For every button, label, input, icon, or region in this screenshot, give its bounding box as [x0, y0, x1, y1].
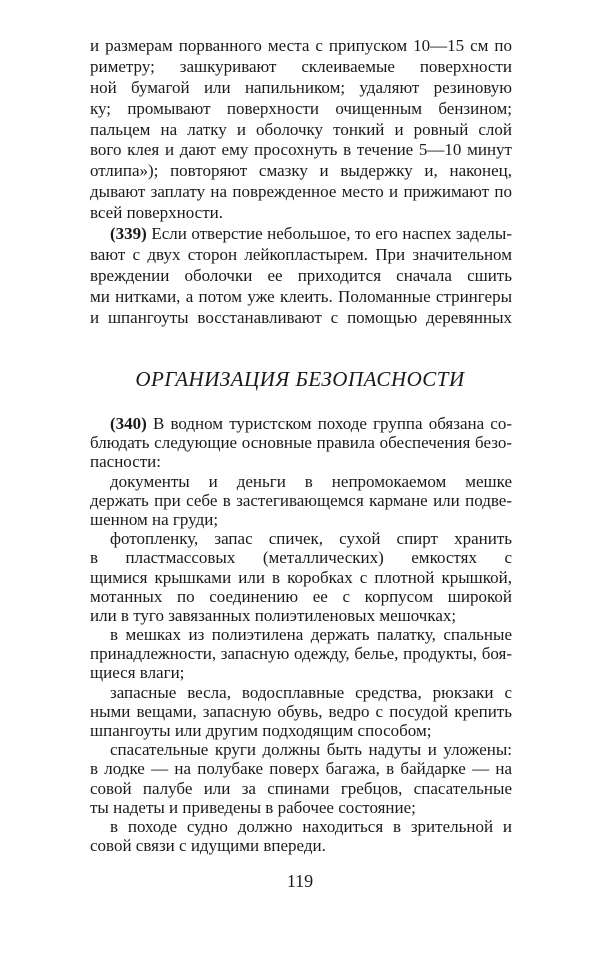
page-number: 119 [286, 871, 314, 891]
text-line [90, 548, 512, 567]
text-line [90, 203, 512, 224]
text-line [90, 836, 512, 855]
line-text: в лодке — на полубаке поверх багажа, в байдарке — на [90, 759, 512, 779]
line-text: вого клея и дают ему просохнуть в течение 5—10 минут [90, 140, 512, 160]
text-line [90, 452, 512, 471]
line-text: в мешках из полиэтилена держать палатку, спальные [110, 625, 512, 645]
text-line [90, 266, 512, 287]
text-line [90, 308, 512, 329]
line-text: шпангоуты или другим подходящим способом; [90, 721, 432, 740]
text-line [90, 625, 512, 644]
text-line [90, 36, 512, 57]
line-text: ты надеты и приведены в рабочее состояние; [90, 797, 416, 817]
line-text: или в туго завязанных полиэтиленовых мешочках; [90, 605, 457, 625]
line-text: совой связи с идущими впереди. [90, 836, 326, 856]
paragraph-number: (340) [110, 414, 147, 433]
line-text: держать при себе в застегивающемся кармане или подве- [90, 490, 512, 510]
text-line [90, 663, 512, 682]
text-line [90, 759, 512, 778]
line-text: принадлежности, запасную одежду, белье, продукты, боя- [90, 644, 512, 664]
text-line [90, 99, 512, 120]
text-line [90, 529, 512, 548]
paragraph-number: (339) [110, 224, 147, 244]
line-text: всей поверхности. [90, 203, 223, 223]
line-text: отлипа»); повторяют смазку и выдержку и, наконец, [90, 161, 512, 181]
text-line [90, 182, 512, 203]
line-text: вреждении оболочки ее приходится сначала сшить [90, 265, 512, 285]
line-text: в пластмассовых (металлических) емкостях с [90, 548, 512, 568]
line-text: ку; промывают поверхности очищенным бензином; [90, 98, 512, 118]
line-text: и шпангоуты восстанавливают с помощью деревянных [90, 307, 512, 327]
line-text: В водном туристском походе группа обязана со- [146, 414, 512, 433]
text-line [90, 57, 512, 78]
text-line [90, 414, 512, 433]
text-line [90, 702, 512, 721]
text-line [90, 78, 512, 99]
line-text: ными вещами, запасную обувь, ведро с посудой крепить [90, 701, 512, 721]
text-line [90, 606, 512, 625]
text-line [90, 817, 512, 836]
text-line [90, 644, 512, 663]
line-text: вают с двух сторон лейкопластырем. При значительном [90, 244, 512, 264]
line-text: документы и деньги в непромокаемом мешке [110, 471, 512, 491]
section-heading: ОРГАНИЗАЦИЯ БЕЗОПАСНОСТИ [135, 367, 465, 391]
text-line [90, 120, 512, 141]
text-line [90, 140, 512, 161]
line-text: риметру; зашкуривают склеиваемые поверхности [90, 56, 512, 76]
line-text: щимися крышками или в коробках с плотной крышкой, [90, 567, 512, 587]
line-text: мотанных по соединению ее с корпусом широкой [90, 586, 512, 606]
text-line [90, 683, 512, 702]
line-text: дывают заплату на поврежденное место и прижимают по [90, 182, 512, 202]
text-line [90, 472, 512, 491]
text-line [90, 245, 512, 266]
text-line [90, 287, 512, 308]
text-block-bottom [90, 414, 512, 855]
text-line [90, 587, 512, 606]
text-line [90, 224, 512, 245]
text-line [90, 568, 512, 587]
line-text: ми нитками, а потом уже клеить. Поломанные стрингеры [90, 286, 512, 306]
line-text: шенном на груди; [90, 509, 219, 529]
line-text: блюдать следующие основные правила обеспечения безо- [90, 433, 512, 453]
text-line [90, 491, 512, 510]
text-line [90, 779, 512, 798]
line-text: в походе судно должно находиться в зрительной и [110, 816, 512, 836]
line-text: спасательные круги должны быть надуты и уложены: [110, 740, 512, 760]
line-text: щиеся влаги; [90, 663, 185, 683]
text-block-top [90, 36, 512, 328]
line-text: Если отверстие небольшое, то его наспех заделы- [146, 224, 512, 244]
line-text: совой палубе или за спинами гребцов, спасательные [90, 778, 512, 798]
line-text: пальцем на латку и оболочку тонкий и ровный слой [90, 119, 512, 139]
line-text: запасные весла, водосплавные средства, рюкзаки с [110, 682, 512, 702]
text-line [90, 161, 512, 182]
line-text: пасности: [90, 452, 162, 472]
line-text: и размерам порванного места с припуском 10—15 см по [90, 36, 512, 55]
text-line [90, 740, 512, 759]
line-text: фотопленку, запас спичек, сухой спирт хранить [110, 529, 512, 549]
line-text: ной бумагой или напильником; удаляют резиновую [90, 77, 512, 97]
text-line [90, 433, 512, 452]
text-line [90, 721, 512, 740]
text-line [90, 510, 512, 529]
text-line [90, 798, 512, 817]
